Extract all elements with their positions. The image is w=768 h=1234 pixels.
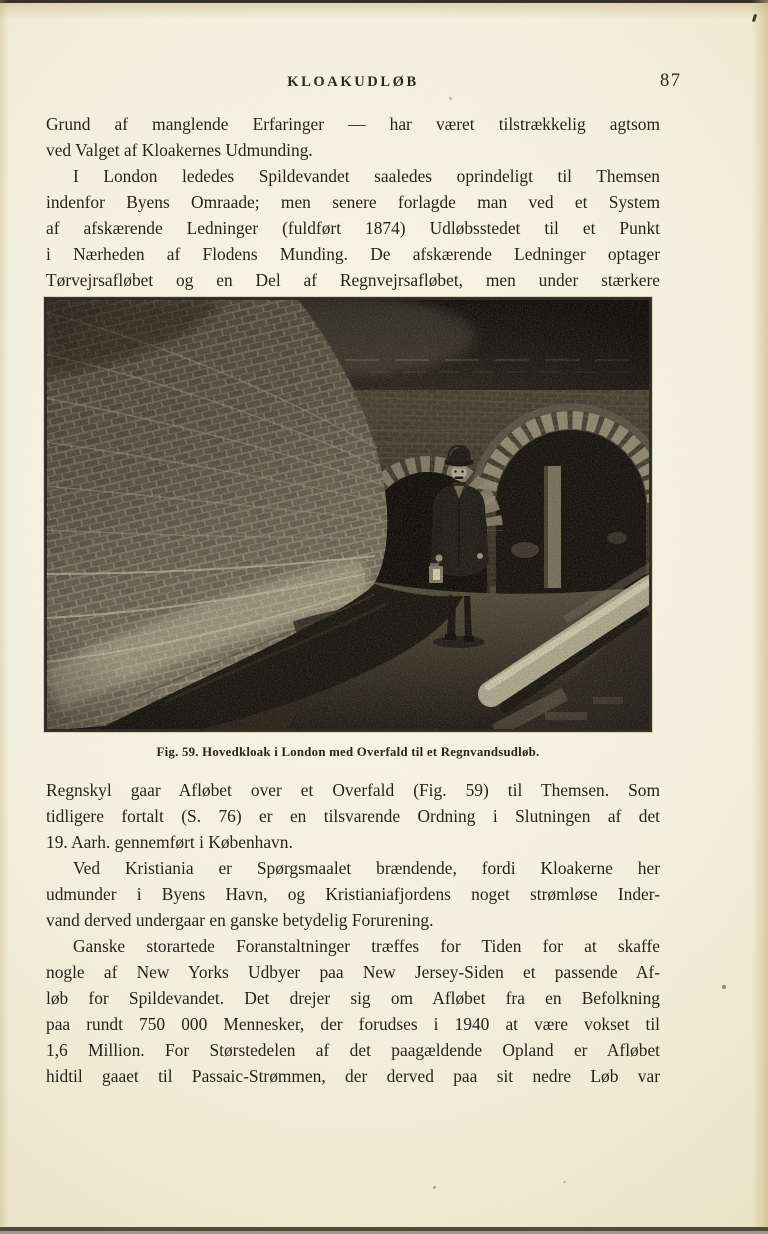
running-head-title: KLOAKUDLØB [287,74,419,90]
text-block [46,111,660,1089]
text-line: Ved Kristiania er Spørgsmaalet brændende, fordi Kloakerne her [73,858,660,878]
page-number: 87 [660,71,682,91]
text-line: løb for Spildevandet. Det drejer sig om Afløbet fra en Befolkning [46,988,660,1008]
text-line: Regnskyl gaar Afløbet over et Overfald (Fig. 59) til Themsen. Som [46,780,660,800]
text-line: Tørvejrsafløbet og en Del af Regnvejrsafløbet, men under stærkere [46,270,660,290]
text-line: ved Valget af Kloakernes Udmunding. [46,140,313,160]
text-line: I London lededes Spildevandet saaledes oprindeligt til Themsen [73,166,660,186]
text-line: hidtil gaaet til Passaic-Strømmen, der derved paa sit nedre Løb var [46,1066,660,1086]
scan-speck [449,97,452,100]
scan-speck [563,1181,566,1183]
paragraph [46,163,660,293]
text-line: indenfor Byens Omraade; men senere forlagde man ved et System [46,192,660,212]
text-line: nogle af New Yorks Udbyer paa New Jersey-Siden et passende Af- [46,962,660,982]
scan-speck [433,1186,436,1189]
sewer-photo [44,297,652,732]
text-line: i Nærheden af Flodens Munding. De afskærende Ledninger optager [46,244,660,264]
figure-caption: Fig. 59. Hovedkloak i London med Overfald til et Regnvandsudløb. [156,745,540,759]
paragraph [46,111,660,163]
paragraph [46,777,660,855]
scan-speck [722,985,726,989]
text-line: vand derved undergaar en ganske betydelig Forurening. [46,910,434,930]
text-line: 19. Aarh. gennemført i København. [46,832,293,852]
text-line: udmunder i Byens Havn, og Kristianiafjordens noget strømløse Inder- [46,884,660,904]
text-line: Ganske storartede Foranstaltninger træffes for Tiden for at skaffe [73,936,660,956]
paragraph [46,855,660,933]
paragraph [46,933,660,1089]
scan-edge-right [752,0,768,1234]
text-line: Grund af manglende Erfaringer — har været tilstrækkelig agtsom [46,114,660,134]
scan-edge-top-band [0,3,768,19]
text-line: tidligere fortalt (S. 76) er en tilsvarende Ordning i Slutningen af det [46,806,660,826]
figure [44,297,652,760]
text-line: 1,6 Million. For Størstedelen af det paagældende Opland er Afløbet [46,1040,660,1060]
text-line: paa rundt 750 000 Mennesker, der forudses i 1940 at være vokset til [46,1014,660,1034]
scan-edge-left [0,0,9,1234]
text-line: af afskærende Ledninger (fuldført 1874) Udløbsstedet til et Punkt [46,218,660,238]
